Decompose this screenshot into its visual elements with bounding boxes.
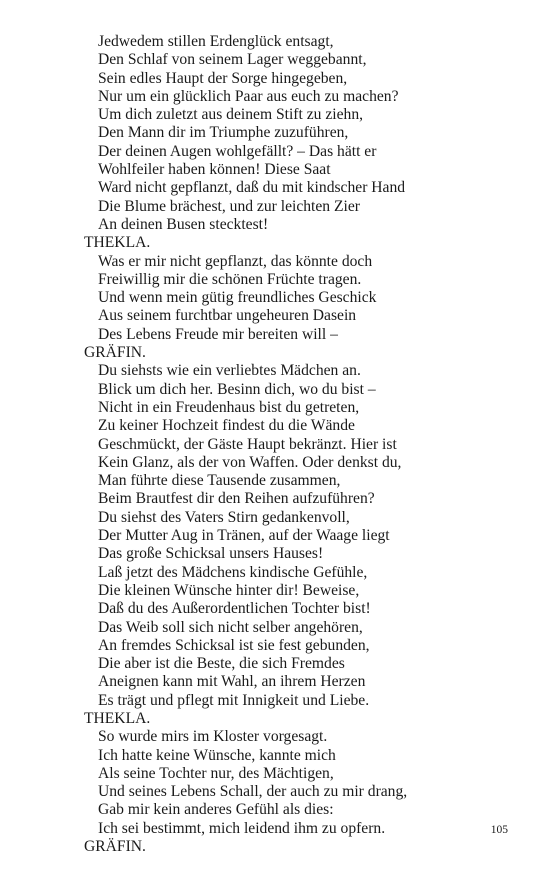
verse-line: Es trägt und pflegt mit Innigkeit und Liebe. bbox=[98, 691, 370, 709]
verse-line: Was er mir nicht gepflanzt, das könnte doch bbox=[98, 252, 373, 270]
verse-line: Du siehst des Vaters Stirn gedankenvoll, bbox=[98, 508, 350, 526]
verse-line: Die kleinen Wünsche hinter dir! Beweise, bbox=[98, 581, 360, 599]
verse-line: Geschmückt, der Gäste Haupt bekränzt. Hier ist bbox=[98, 435, 397, 453]
speaker-name: THEKLA. bbox=[84, 709, 151, 727]
verse-line: Aneignen kann mit Wahl, an ihrem Herzen bbox=[98, 673, 366, 691]
verse-line: Wohlfeiler haben können! Diese Saat bbox=[98, 161, 331, 179]
verse-line: Nicht in ein Freudenhaus bist du getreten, bbox=[98, 398, 360, 416]
verse-line: Laß jetzt des Mädchens kindische Gefühle, bbox=[98, 563, 368, 581]
verse-line: Um dich zuletzt aus deinem Stift zu ziehn, bbox=[98, 106, 364, 124]
verse-line: An deinen Busen stecktest! bbox=[98, 215, 269, 233]
verse-line: Und seines Lebens Schall, der auch zu mir drang, bbox=[98, 783, 408, 801]
verse-line: Man führte diese Tausende zusammen, bbox=[98, 472, 341, 490]
verse-line: Blick um dich her. Besinn dich, wo du bist – bbox=[98, 380, 376, 398]
verse-line: Ich sei bestimmt, mich leidend ihm zu opfern. bbox=[98, 819, 386, 837]
verse-line: Als seine Tochter nur, des Mächtigen, bbox=[98, 764, 334, 782]
verse-line: Zu keiner Hochzeit findest du die Wände bbox=[98, 417, 355, 435]
verse-line: Gab mir kein anderes Gefühl als dies: bbox=[98, 801, 334, 819]
verse-line: An fremdes Schicksal ist sie fest gebunden, bbox=[98, 636, 370, 654]
verse-line: Des Lebens Freude mir bereiten will – bbox=[98, 325, 338, 343]
verse-line: Nur um ein glücklich Paar aus euch zu machen? bbox=[98, 87, 399, 105]
verse-line: Die aber ist die Beste, die sich Fremdes bbox=[98, 655, 345, 673]
verse-line: Beim Brautfest dir den Reihen aufzuführen? bbox=[98, 490, 375, 508]
verse-line: Das Weib soll sich nicht selber angehören, bbox=[98, 618, 363, 636]
verse-line: Den Schlaf von seinem Lager weggebannt, bbox=[98, 51, 367, 69]
verse-line: Der deinen Augen wohlgefällt? – Das hätt er bbox=[98, 142, 377, 160]
verse-line: Daß du des Außerordentlichen Tochter bist! bbox=[98, 600, 371, 618]
verse-line: Sein edles Haupt der Sorge hingegeben, bbox=[98, 69, 348, 87]
verse-line: Aus seinem furchtbar ungeheuren Dasein bbox=[98, 307, 357, 325]
speaker-name: GRÄFIN. bbox=[84, 344, 146, 362]
verse-line: Ich hatte keine Wünsche, kannte mich bbox=[98, 746, 336, 764]
verse-line: Die Blume brächest, und zur leichten Zier bbox=[98, 197, 360, 215]
verse-line: Ward nicht gepflanzt, daß du mit kindscher Hand bbox=[98, 179, 406, 197]
drama-text bbox=[84, 33, 524, 856]
speaker-name: GRÄFIN. bbox=[84, 838, 146, 856]
verse-line: Jedwedem stillen Erdenglück entsagt, bbox=[98, 33, 334, 50]
speaker-name: THEKLA. bbox=[84, 234, 151, 252]
verse-line: Der Mutter Aug in Tränen, auf der Waage liegt bbox=[98, 527, 390, 545]
verse-line: Du siehsts wie ein verliebtes Mädchen an. bbox=[98, 362, 361, 380]
verse-line: Und wenn mein gütig freundliches Geschick bbox=[98, 289, 377, 307]
page-number: 105 bbox=[490, 824, 508, 836]
verse-line: So wurde mirs im Kloster vorgesagt. bbox=[98, 728, 328, 746]
verse-line: Kein Glanz, als der von Waffen. Oder denkst du, bbox=[98, 453, 402, 471]
verse-line: Den Mann dir im Triumphe zuzuführen, bbox=[98, 124, 349, 142]
verse-line: Das große Schicksal unsers Hauses! bbox=[98, 545, 324, 563]
verse-line: Freiwillig mir die schönen Früchte tragen. bbox=[98, 270, 362, 288]
